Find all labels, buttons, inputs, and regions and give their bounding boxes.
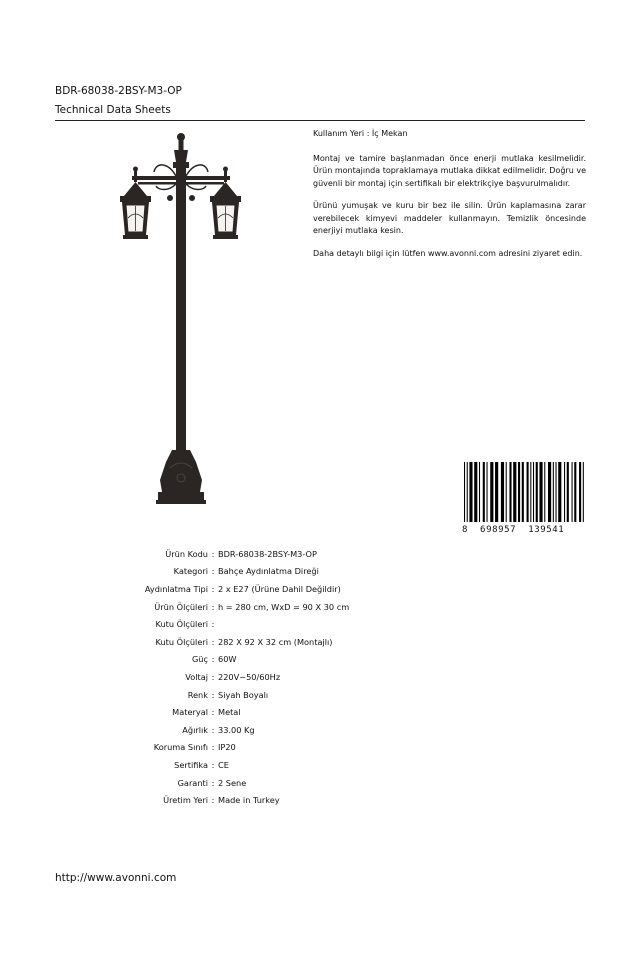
document-header <box>55 84 585 121</box>
spec-row <box>60 633 460 651</box>
spec-label: Aydınlatma Tipi <box>144 583 208 594</box>
website-paragraph: Daha detaylı bilgi için lütfen www.avonni.com adresini ziyaret edin. <box>313 248 583 258</box>
cleaning-paragraph: Ürünü yumuşak ve kuru bir bez ile silin. Ürün kaplamasına zarar verebilecek kimyevi maddeler kullanmayın. Temizlik öncesinde enerjiyi mutlaka kesin. <box>313 201 586 235</box>
spec-label: Kategori <box>173 566 208 577</box>
spec-row <box>60 651 460 669</box>
spec-separator: : <box>211 777 215 788</box>
spec-separator: : <box>211 671 215 682</box>
document-subtitle: Technical Data Sheets <box>55 104 171 116</box>
spec-label: Garanti <box>177 777 208 788</box>
lamp-post-image <box>110 132 250 512</box>
spec-label: Güç <box>191 654 208 665</box>
spec-row <box>60 615 460 633</box>
spec-label: Kutu Ölçüleri <box>155 619 208 630</box>
spec-row <box>60 703 460 721</box>
spec-value: Metal <box>218 707 241 718</box>
spec-value: 33.00 Kg <box>218 724 255 735</box>
spec-row <box>60 774 460 792</box>
spec-row <box>60 739 460 757</box>
spec-label: Voltaj <box>185 671 208 682</box>
spec-value: Siyah Boyalı <box>218 689 269 700</box>
spec-row <box>60 791 460 809</box>
spec-label: Kutu Ölçüleri <box>155 636 208 647</box>
spec-separator: : <box>211 724 215 735</box>
spec-row <box>60 756 460 774</box>
spec-separator: : <box>211 795 215 806</box>
spec-label: Koruma Sınıfı <box>153 742 208 753</box>
spec-separator: : <box>211 742 215 753</box>
spec-row <box>60 563 460 581</box>
spec-separator: : <box>211 583 215 594</box>
spec-separator: : <box>211 707 215 718</box>
spec-value: CE <box>218 759 229 770</box>
spec-separator: : <box>211 759 215 770</box>
barcode-bars <box>462 462 586 522</box>
spec-row <box>60 686 460 704</box>
spec-row <box>60 580 460 598</box>
spec-table <box>60 545 460 809</box>
spec-label: Ürün Kodu <box>165 548 208 559</box>
spec-value: BDR-68038-2BSY-M3-OP <box>218 548 317 559</box>
info-text <box>313 128 586 270</box>
spec-separator: : <box>211 601 215 612</box>
spec-value: 2 x E27 (Ürüne Dahil Değildir) <box>218 583 341 594</box>
spec-value: 282 X 92 X 32 cm (Montajlı) <box>218 636 333 647</box>
usage-location: Kullanım Yeri : İç Mekan <box>313 129 408 138</box>
spec-separator: : <box>211 636 215 647</box>
spec-label: Sertifika <box>174 759 208 770</box>
spec-separator: : <box>211 566 215 577</box>
spec-value: 220V~50/60Hz <box>218 671 281 682</box>
spec-separator: : <box>211 654 215 665</box>
header-divider <box>55 120 585 121</box>
spec-value: IP20 <box>218 742 236 753</box>
spec-row <box>60 545 460 563</box>
spec-value: 2 Sene <box>218 777 247 788</box>
spec-row <box>60 721 460 739</box>
spec-value: h = 280 cm, WxD = 90 X 30 cm <box>218 601 350 612</box>
spec-value: Made in Turkey <box>218 795 280 806</box>
footer-url: http://www.avonni.com <box>55 872 177 884</box>
spec-separator: : <box>211 689 215 700</box>
spec-row <box>60 598 460 616</box>
spec-label: Renk <box>187 689 208 700</box>
barcode-number: 8 698957 139541 <box>462 525 565 535</box>
spec-value: Bahçe Aydınlatma Direği <box>218 566 319 577</box>
spec-label: Materyal <box>172 707 208 718</box>
spec-label: Üretim Yeri <box>163 795 208 806</box>
safety-paragraph: Montaj ve tamire başlanmadan önce enerji mutlaka kesilmelidir. Ürün montajında topraklamaya mutlaka dikkat edilmelidir. Doğru ve güvenli bir montaj için sertifikalı bir elektrikçiye başvurulmalıdır. <box>313 153 586 188</box>
spec-separator: : <box>211 548 215 559</box>
spec-row <box>60 668 460 686</box>
spec-label: Ağırlık <box>182 724 208 735</box>
product-code-title: BDR-68038-2BSY-M3-OP <box>55 85 182 97</box>
spec-label: Ürün Ölçüleri <box>154 601 208 612</box>
spec-separator: : <box>211 619 215 630</box>
barcode <box>462 462 586 535</box>
spec-value: 60W <box>218 654 237 665</box>
